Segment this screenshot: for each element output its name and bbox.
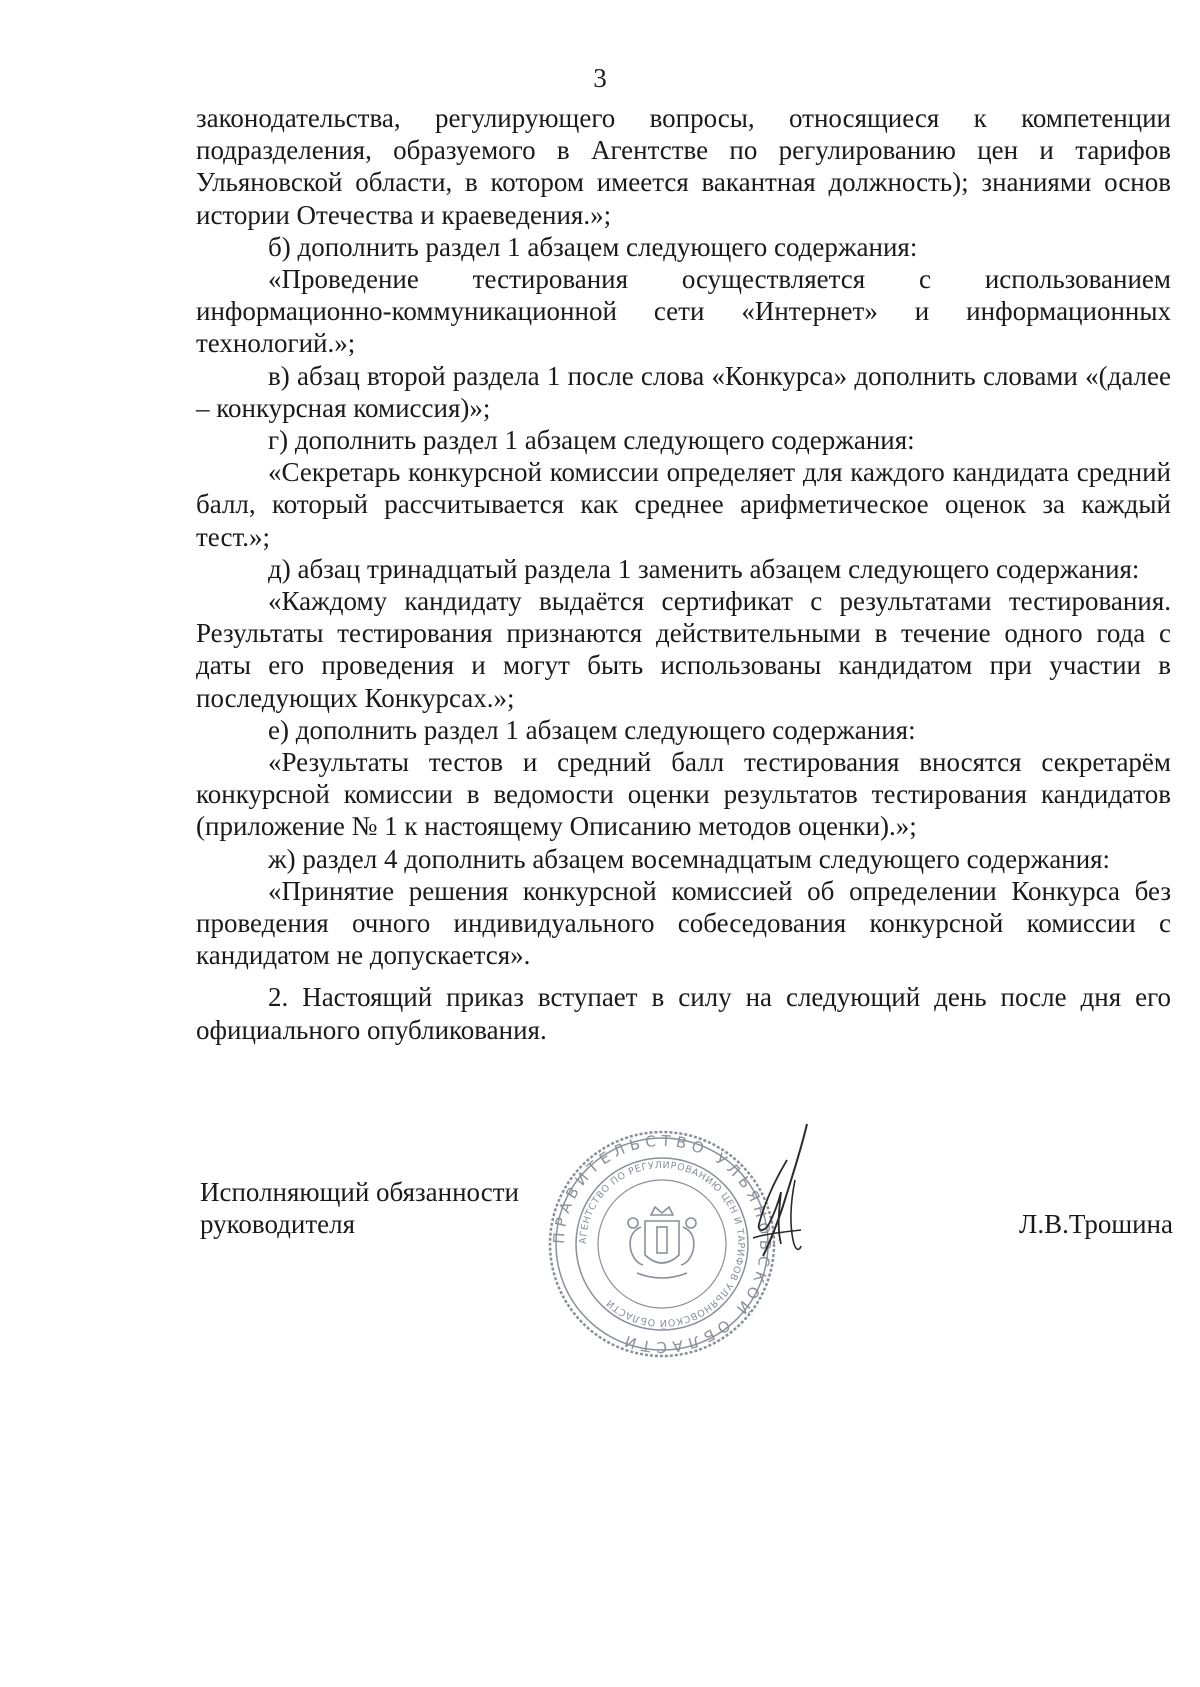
handwritten-signature-icon [735, 1120, 825, 1280]
paragraph-quote-certificate: «Каждому кандидату выдаётся сертификат с результатами тестирования. Результаты тестирования признаются действительными в течение одного года с даты его проведения и могут быть использованы кандидатом при участии в последующих Конкурсах.»; [196, 586, 1171, 713]
signer-name: Л.В.Трошина [1019, 1209, 1173, 1239]
signer-position [200, 1176, 519, 1240]
paragraph-item-d: д) абзац тринадцатый раздела 1 заменить абзацем следующего содержания: [268, 553, 1140, 584]
coat-of-arms-icon [628, 1207, 696, 1278]
document-body [196, 102, 1171, 1046]
paragraph-quote-testing: «Проведение тестирования осуществляется с использованием информационно-коммуникационной сети «Интернет» и информационных технологий.»; [196, 264, 1171, 359]
paragraph-item-b: б) дополнить раздел 1 абзацем следующего содержания: [268, 231, 918, 262]
signer-position-line-2: руководителя [200, 1209, 356, 1239]
paragraph-point-2: 2. Настоящий приказ вступает в силу на следующий день после дня его официального опубликования. [196, 982, 1171, 1045]
paragraph-quote-decision: «Принятие решения конкурсной комиссией об определении Конкурса без проведения очного индивидуального собеседования конкурсной комиссии с кандидатом не допускается». [196, 875, 1171, 971]
page-number: 3 [593, 63, 607, 93]
paragraph-item-v: в) абзац второй раздела 1 после слова «Конкурса» дополнить словами «(далее – конкурсная комиссия)»; [196, 360, 1171, 423]
signer-position-line-1: Исполняющий обязанности [200, 1177, 519, 1207]
paragraph-item-zh: ж) раздел 4 дополнить абзацем восемнадцатым следующего содержания: [268, 843, 1111, 874]
paragraph-item-e: е) дополнить раздел 1 абзацем следующего содержания: [268, 714, 916, 745]
paragraph-quote-secretary: «Секретарь конкурсной комиссии определяет для каждого кандидата средний балл, который рассчитывается как среднее арифметическое оценок за каждый тест.»; [196, 457, 1171, 552]
paragraph-item-g: г) дополнить раздел 1 абзацем следующего содержания: [268, 425, 915, 456]
paragraph-continuation: законодательства, регулирующего вопросы, относящиеся к компетенции подразделения, образуемого в Агентстве по регулированию цен и тарифов Ульяновской области, в котором имеется вакантная должность); знаниями основ истории Отечества и краеведения.»; [196, 103, 1171, 230]
paragraph-quote-results: «Результаты тестов и средний балл тестирования вносятся секретарём конкурсной комиссии в ведомости оценки результатов тестирования кандидатов (приложение № 1 к настоящему Описанию методов оценки).»; [196, 747, 1171, 842]
seal-outer-text: ПРАВИТЕЛЬСТВО УЛЬЯНОВСКОЙ ОБЛАСТИ [549, 1131, 775, 1357]
seal-inner-text: АГЕНТСТВО ПО РЕГУЛИРОВАНИЮ ЦЕН И ТАРИФОВ УЛЬЯНОВСКОЙ ОБЛАСТИ [577, 1159, 747, 1329]
